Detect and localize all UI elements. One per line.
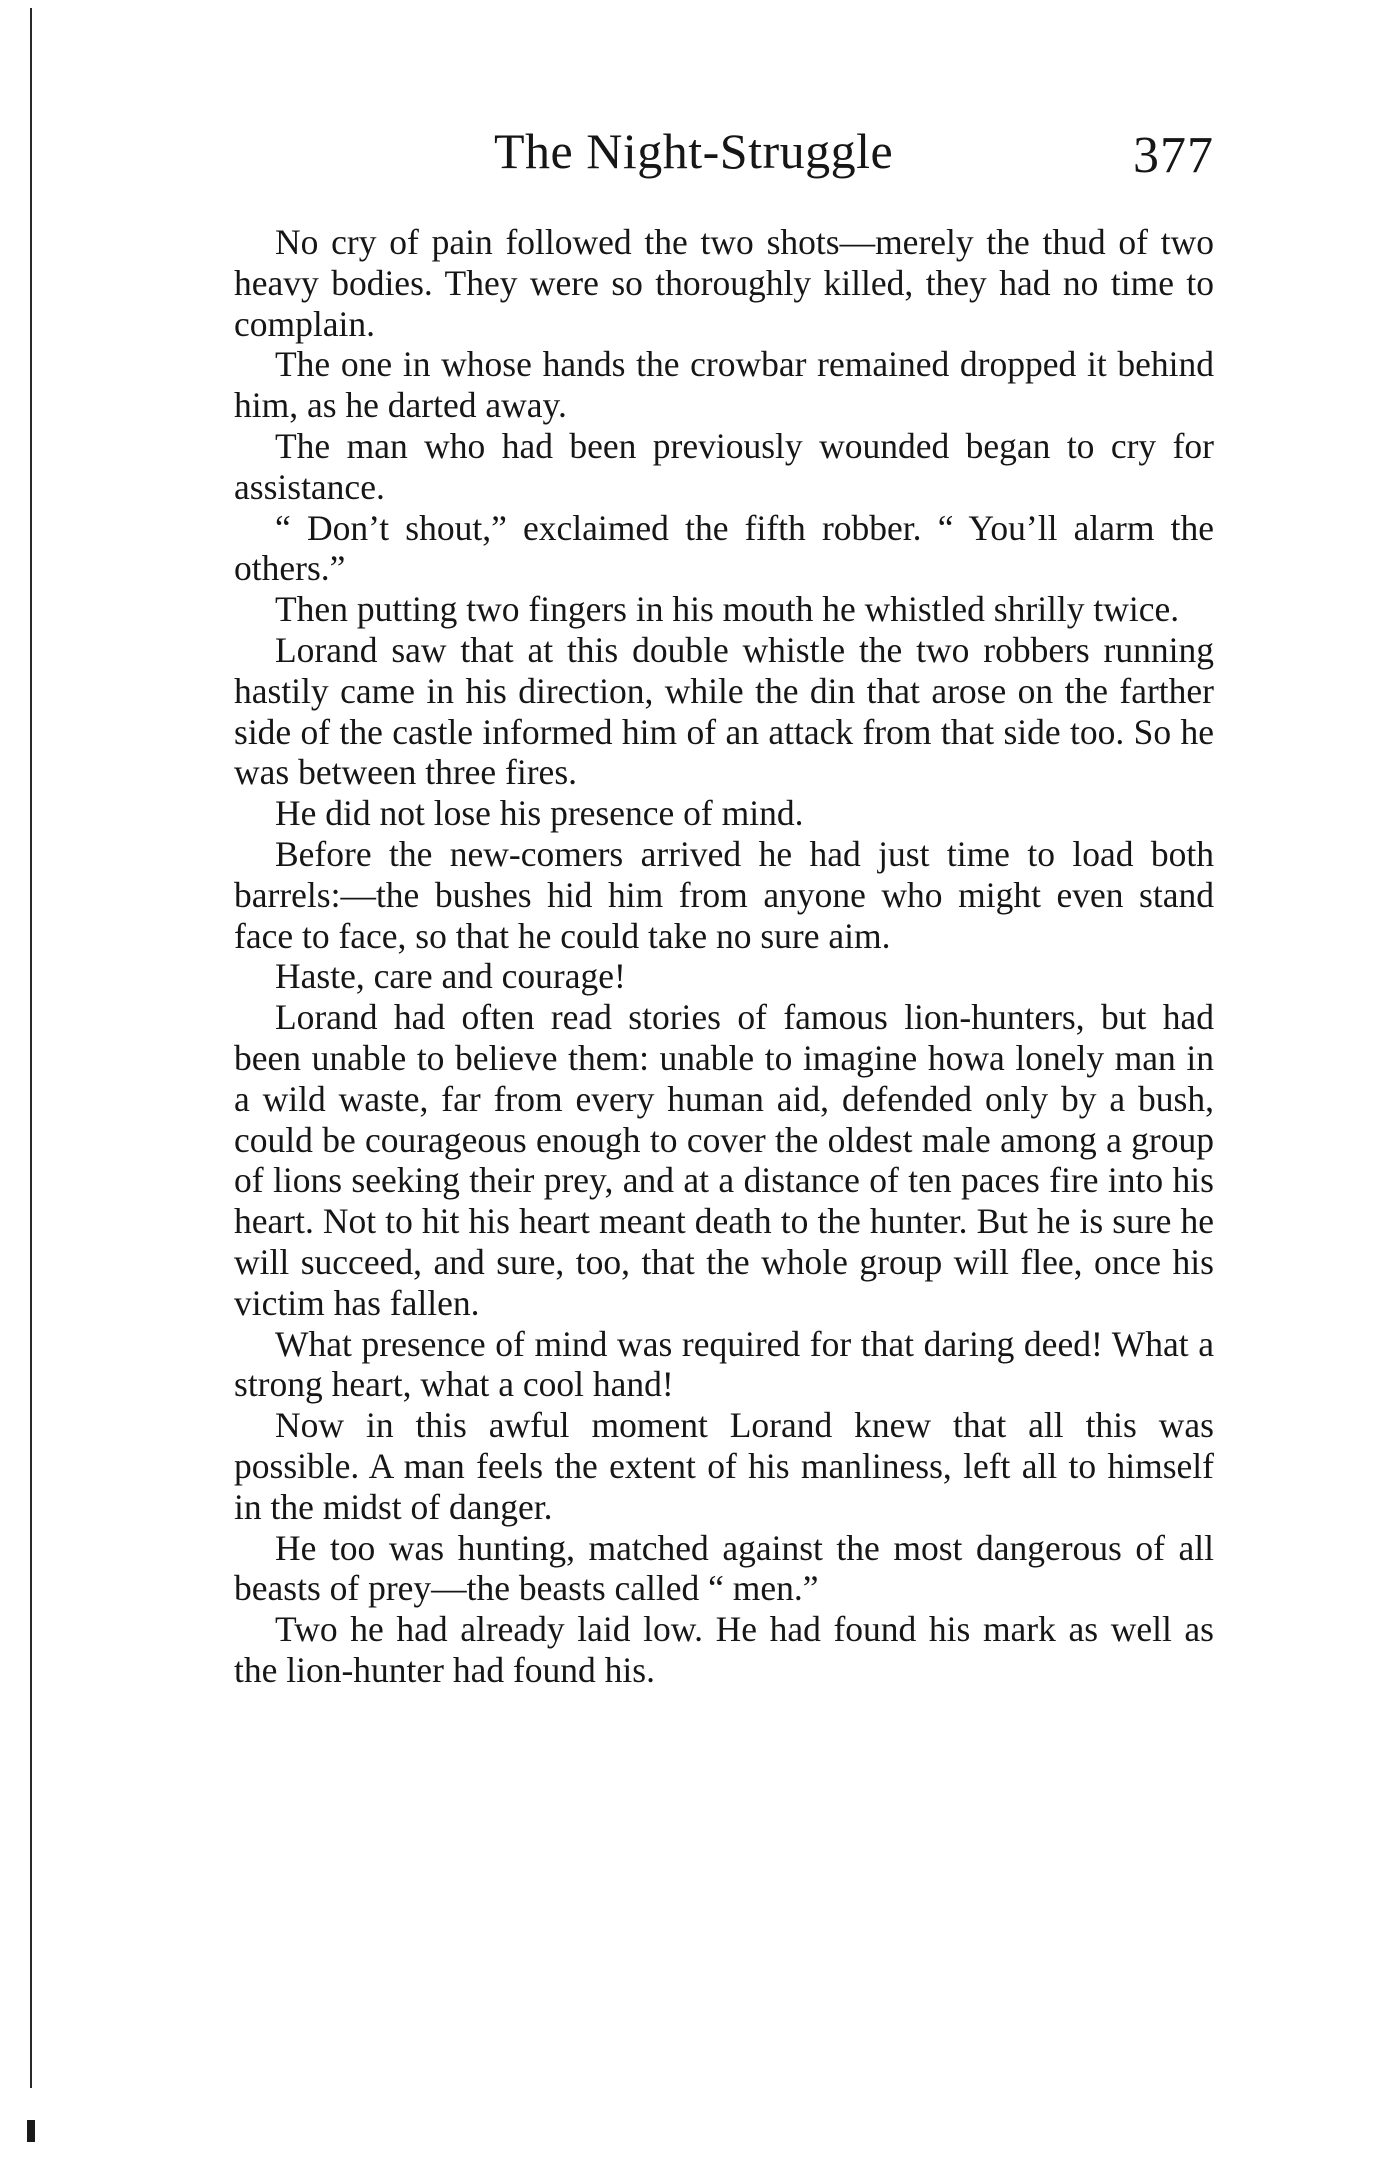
paragraph: “ Don’t shout,” exclaimed the fifth robber. “ You’ll alarm the others.” bbox=[234, 507, 1214, 589]
page-number: 377 bbox=[1133, 127, 1214, 184]
binding-edge-mark bbox=[27, 2120, 35, 2142]
page-header bbox=[234, 122, 1214, 182]
binding-edge-line bbox=[30, 8, 32, 2088]
paragraph: Before the new-comers arrived he had just time to load both barrels:—the bushes hid him from anyone who might even stand face to face, so that he could take no sure aim. bbox=[234, 833, 1214, 956]
paragraph: No cry of pain followed the two shots—merely the thud of two heavy bodies. They were so thoroughly killed, they had no time to complain. bbox=[234, 222, 1214, 344]
paragraph: He did not lose his presence of mind. bbox=[275, 793, 804, 834]
paragraph: The man who had been previously wounded began to cry for assistance. bbox=[234, 425, 1214, 507]
paragraph: Lorand saw that at this double whistle the two robbers running hastily came in his direction, while the din that arose on the farther side of the castle informed him of an attack from that side too. So he was between three fires. bbox=[234, 629, 1214, 793]
paragraph: What presence of mind was required for that daring deed! What a strong heart, what a cool hand! bbox=[234, 1323, 1214, 1405]
paragraph: He too was hunting, matched against the most dangerous of all beasts of prey—the beasts called “ men.” bbox=[234, 1527, 1214, 1609]
running-head: The Night-Struggle bbox=[494, 123, 894, 179]
paragraph: Two he had already laid low. He had found his mark as well as the lion-hunter had found his. bbox=[234, 1609, 1214, 1690]
paragraph: Then putting two fingers in his mouth he whistled shrilly twice. bbox=[275, 589, 1180, 630]
paragraph: Haste, care and courage! bbox=[275, 956, 626, 997]
paragraph: Now in this awful moment Lorand knew that all this was possible. A man feels the extent of his manliness, left all to himself in the midst of danger. bbox=[234, 1405, 1214, 1527]
body-text bbox=[234, 222, 1214, 1691]
paragraph: The one in whose hands the crowbar remained dropped it behind him, as he darted away. bbox=[234, 344, 1214, 426]
paragraph: Lorand had often read stories of famous lion-hunters, but had been unable to believe them: unable to imagine howa lonely man in a wild waste, far from every human aid, defended only by a bush, could be courageous enough to cover the oldest male among a group of lions seeking their prey, and at a distance of ten paces fire into his heart. Not to hit his heart meant death to the hunter. But he is sure he will succeed, and sure, too, that the whole group will flee, once his victim has fallen. bbox=[234, 997, 1214, 1323]
